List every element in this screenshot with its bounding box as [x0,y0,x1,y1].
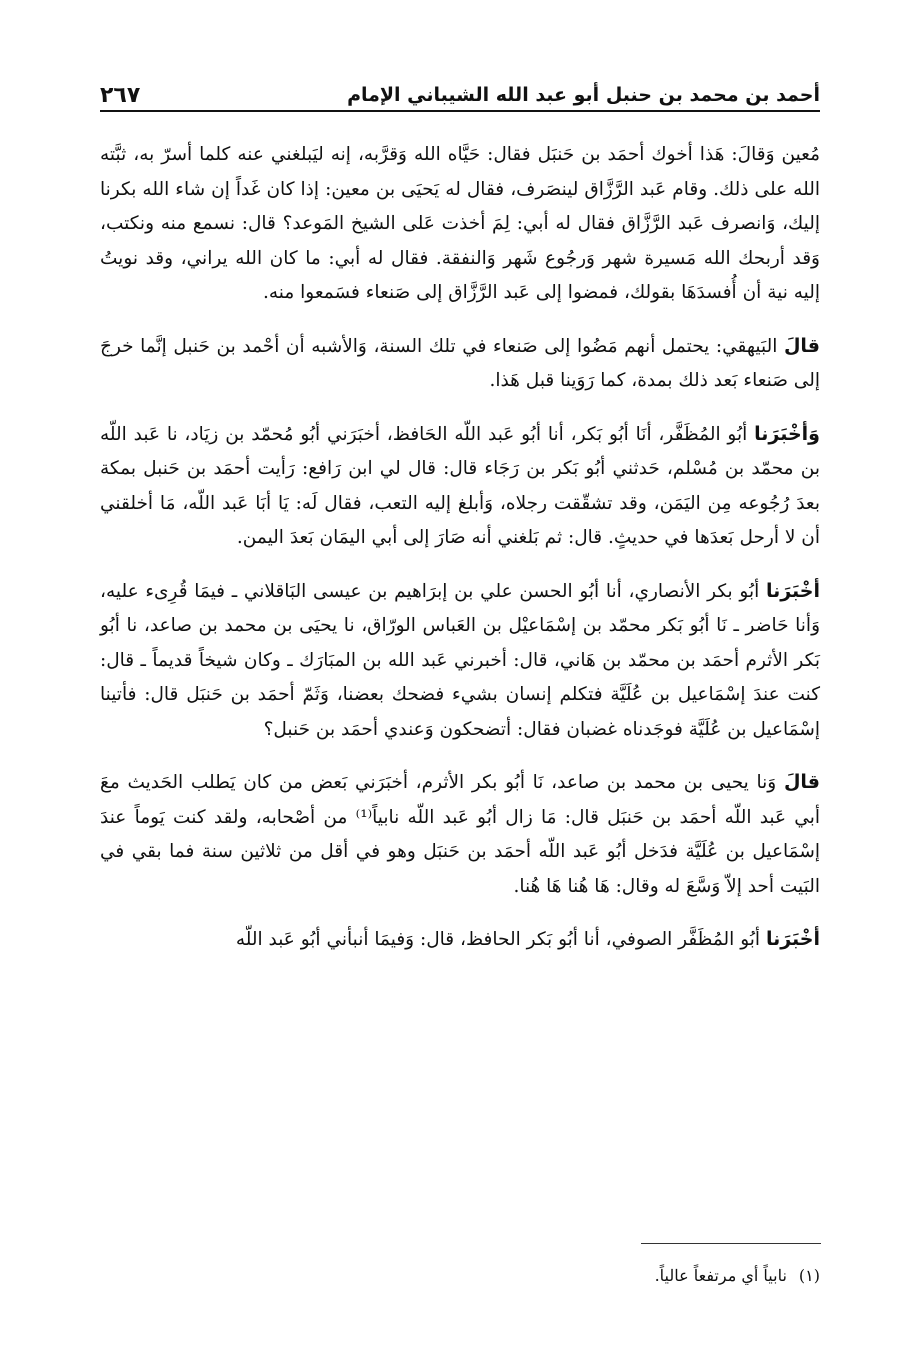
footnote-text: نابياً أي مرتفعاً عالياً. [654,1266,787,1285]
paragraph [100,574,820,748]
paragraph [100,329,820,399]
paragraph [100,138,820,311]
page-number: ٢٦٧ [100,82,141,108]
footnote-rule [641,1243,821,1244]
paragraph-lead-word: وَأخْبَرَنا [754,422,820,445]
main-text [100,138,820,976]
paragraph-text: وَنا يحيى بن محمد بن صاعد، نَا أبُو بكر الأثرم، أخبَرَني بَعض من كان يَطلب الحَديث معَ أبي عَبد اللّه أحمَد بن حَنبَل قال: مَا زال أبُو عَبد اللّه نابياً⁽¹⁾ من أصْحابه، ولقد كنت يَوماً عندَ إسْمَاعيل بن عُلَيَّة فدَخل أبُو عَبد اللّه أحمَد بن حَنبَل وهو في أقل من ثلاثين سنة فما بقي في البَيت أحد إلاّ وَسَّعَ له وقال: هَا هُنا هَا هُنا. [100,772,820,897]
paragraph-text: البَيهقي: يحتمل أنهم مَضُوا إلى صَنعاء في تلك السنة، وَالأشبه أن أحْمد بن حَنبل إنَّما خرجَ إلى صَنعاء بَعد ذلك بمدة، كما رَوَينا قبل هَذا. [100,335,820,391]
footnote-marker: (١) [798,1266,820,1285]
paragraph-text: أبُو بكر الأنصاري، أنا أبُو الحسن علي بن إبرَاهيم بن عيسى البَاقلاني ـ فيمَا قُرِىء عليه، وَأنا حَاضر ـ نَا أبُو بَكر محمّد بن إسْمَاعيْل بن العَباس الورّاق، نا يحيَى بن محمد بن صاعد، نا أبُو بَكر الأثرم أحمَد بن محمّد بن هَاني، قال: أخبرني عَبد الله بن المبَارَك ـ وكان شيخاً قديماً ـ قال: كنت عندَ إسْمَاعيل بن عُلَيَّة فتكلم إنسان بشيء فضحك بعضنا، وَثَمّ أحمَد بن حَنبَل قال: فأتينا إسْمَاعيل بن عُلَيَّة فوجَدناه غضبان فقال: أتضحكون وَعندي أحمَد بن حَنبل؟ [100,580,820,740]
paragraph [100,417,820,556]
header-rule [100,110,820,112]
paragraph-lead-word: أخْبَرَنا [765,928,820,950]
paragraph-lead-word: قالَ [783,771,820,793]
paragraph-lead-word: أخْبَرَنا [765,579,820,602]
paragraph-text: أبُو المُظَفَّر الصوفي، أنا أبُو بَكر الحافظ، قال: وَفيمَا أنبأني أبُو عَبد اللّه [235,929,766,950]
paragraph-text: أبُو المُظَفَّر، أنَا أبُو بَكر، أنا أبُو عَبد اللّه الحَافظ، أخبَرَني أبُو مُحمّد بن زيَاد، نا عَبد اللّه بن محمّد بن مُسْلم، حَدثني أبُو بَكر بن رَجَاء قال: قال لي ابن رَافع: رَأيت أحمَد بن حَنبل بمكة بعدَ رُجُوعه مِن اليَمَن، وقد تشقّقت رجلاه، وَأبلغ إليه التعب، فقال لَه: يَا أبَا عَبد اللّه، مَا أخلقني أن لا أرحل بَعدَها في حديثٍ. قال: ثم بَلغني أنه صَارَ إلى أبي اليمَان بَعدَ اليمن. [100,423,820,548]
paragraph [100,922,820,958]
running-title: أحمد بن محمد بن حنبل أبو عبد الله الشيباني الإمام [347,84,820,106]
footnote [100,1263,820,1289]
paragraph-lead-word: قالَ [783,334,820,357]
paragraph [100,765,820,904]
running-header [100,78,820,112]
paragraph-text: مُعين وَقالَ: هَذا أخوك أحمَد بن حَنبَل فقال: حَيَّاه الله وَقرَّبه، إنه ليَبلغني عنه كلما أسرّ به، ثبَّته الله على ذلك. وقام عَبد الرَّزَّاق لينصَرف، فقال له يَحيَى بن معين: إذا كان غَداً إن شاء الله بكرنا إليك، وَانصرف عَبد الرَّزَّاق فقال له أبي: لِمَ أخذت عَلى الشيخ المَوعد؟ قال: نسمع منه ونكتب، وَقد أربحك الله مَسيرة شهر وَرجُوع شَهر وَالنفقة. فقال له أبي: ما كان الله يراني، وقد نويتُ إليه نية أن أُفسدَهَا بقولك، فمضوا إلى عَبد الرَّزَّاق إلى صَنعاء فسَمعوا منه. [100,144,820,303]
